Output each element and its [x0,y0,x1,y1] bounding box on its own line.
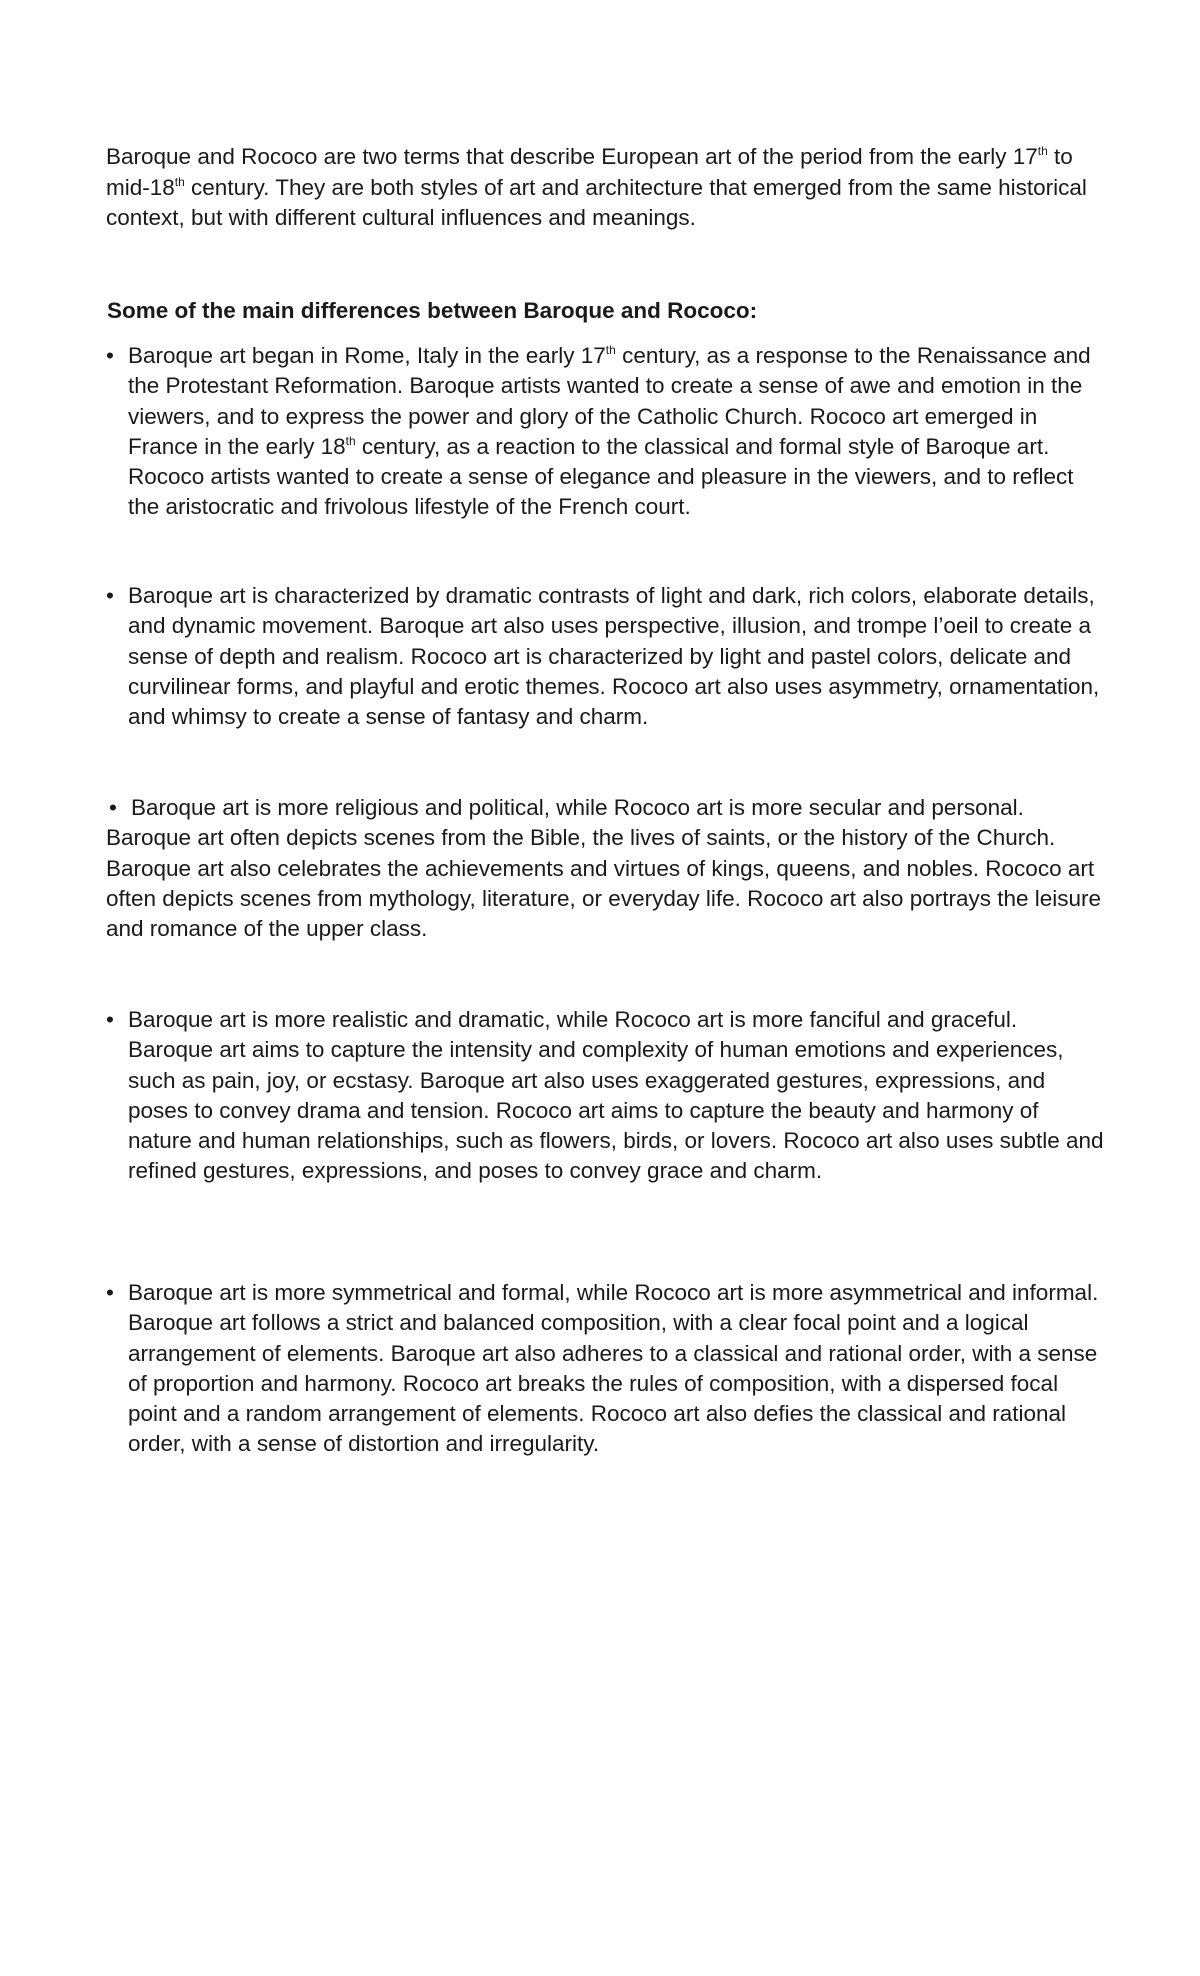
bullet-marker: • [106,1007,114,1032]
bullet-3-text: Baroque art is more religious and political, while Rococo art is more secular and personal. Baroque art often depicts scenes from the Bible, the lives of saints, or the history of the Church. Baroque art also celebrates the achievements and virtues of kings, queens, and nobles. Rococo art often depicts scenes from mythology, literature, or everyday life. Rococo art also portrays the leisure and romance of the upper class. [106,795,1102,942]
bullet-1-text-3: century, as a reaction to the classical and formal style of Baroque art. Rococo artists wanted to create a sense of elegance and pleasure in the viewers, and to reflect the aristocratic and frivolous lifestyle of the French court. [128,433,1074,520]
intro-text-1: Baroque and Rococo are two terms that describe European art of the period from the early 17 [106,144,1038,169]
bullet-1-text-1: Baroque art began in Rome, Italy in the early 17 [128,343,606,368]
intro-superscript-1: th [1037,144,1048,158]
bullet-1-superscript-1: th [605,343,616,357]
section-heading: Some of the main differences between Baroque and Rococo: [107,298,758,323]
bullet-1-text-2: century, as a response to the Renaissance and the Protestant Reformation. Baroque artists wanted to create a sense of awe and emotion in the viewers, and to express the power and glory of the Catholic Church. Rococo art emerged in France in the early 18 [128,343,1091,459]
bullet-item-5 [106,1278,1106,1460]
bullet-1-superscript-2: th [345,433,356,448]
bullet-marker: • [106,1280,114,1305]
intro-text-3: century. They are both styles of art and architecture that emerged from the same historical context, but with different cultural influences and meanings. [106,174,1087,230]
bullet-item-2 [106,581,1106,732]
bullet-marker: • [106,343,114,368]
bullet-4-text: Baroque art is more realistic and dramatic, while Rococo art is more fanciful and graceful. Baroque art aims to capture the intensity and complexity of human emotions and experiences, such as pain, joy, or ecstasy. Baroque art also uses exaggerated gestures, expressions, and poses to convey drama and tension. Rococo art aims to capture the beauty and harmony of nature and human relationships, such as flowers, birds, or lovers. Rococo art also uses subtle and refined gestures, expressions, and poses to convey grace and charm. [128,1007,1104,1184]
bullet-item-3 [106,793,1106,944]
bullet-2-text: Baroque art is characterized by dramatic contrasts of light and dark, rich colors, elaborate details, and dynamic movement. Baroque art also uses perspective, illusion, and trompe l’oeil to create a sense of depth and realism. Rococo art is characterized by light and pastel colors, delicate and curvilinear forms, and playful and erotic themes. Rococo art also uses asymmetry, ornamentation, and whimsy to create a sense of fantasy and charm. [128,583,1100,730]
bullet-item-4 [106,1005,1106,1187]
bullet-marker: • [106,583,114,608]
intro-text-2: to mid-18 [106,144,1073,200]
intro-paragraph [106,142,1106,234]
bullet-5-text: Baroque art is more symmetrical and formal, while Rococo art is more asymmetrical and informal. Baroque art follows a strict and balanced composition, with a clear focal point and a logical arrangement of elements. Baroque art also adheres to a classical and rational order, with a sense of proportion and harmony. Rococo art breaks the rules of composition, with a dispersed focal point and a random arrangement of elements. Rococo art also defies the classical and rational order, with a sense of distortion and irregularity. [128,1280,1099,1457]
bullet-marker: • [109,795,117,820]
intro-superscript-2: th [174,174,185,189]
bullet-item-1 [106,341,1106,523]
